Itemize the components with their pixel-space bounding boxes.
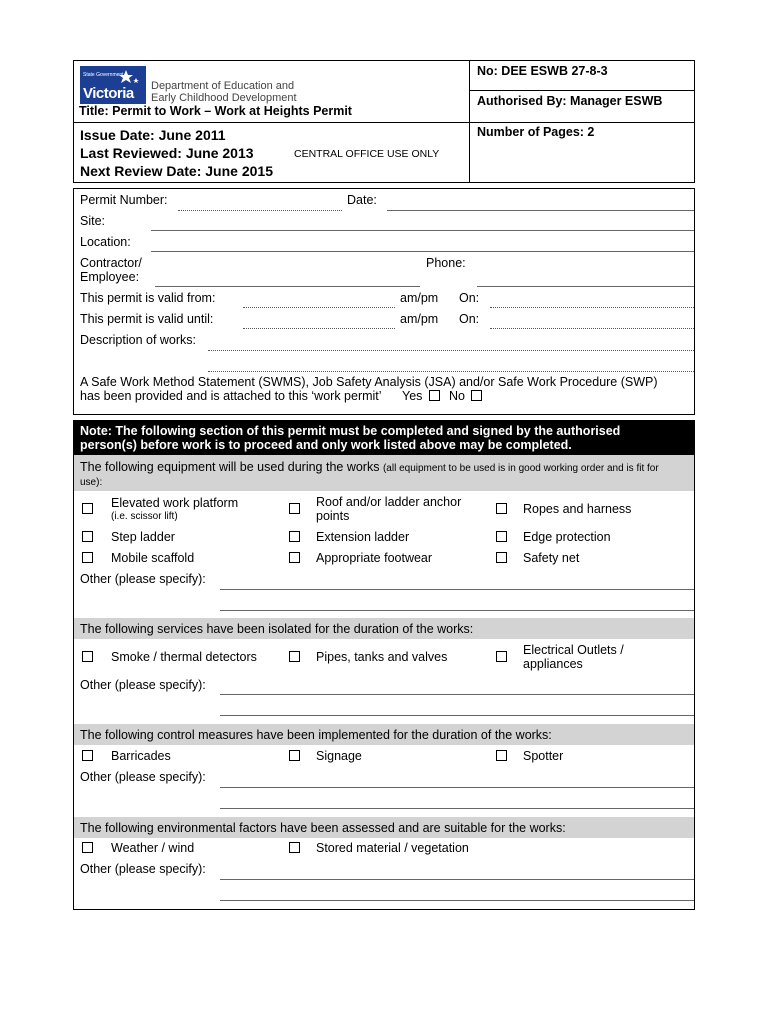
barricades-checkbox[interactable] [82,750,93,761]
spotter-checkbox[interactable] [496,750,507,761]
valid-until-on-label: On: [459,312,480,326]
logo-state-government: State Government [83,72,124,78]
doc-number: No: DEE ESWB 27-8-3 [477,64,608,78]
permit-number-field[interactable] [178,210,342,211]
swms-no-label: No [449,389,465,403]
mobile-scaffold-checkbox[interactable] [82,552,93,563]
controls-other-field-line1[interactable] [220,787,694,788]
environment-other-field-line1[interactable] [220,879,694,880]
contractor-label-line2: Employee: [80,270,140,284]
description-field-line1[interactable] [208,350,694,351]
controls-other-field-line2[interactable] [220,808,694,809]
elevated-platform-label: Elevated work platform [111,496,239,510]
location-label: Location: [80,235,131,249]
site-label: Site: [80,214,106,228]
mobile-scaffold-label: Mobile scaffold [111,551,195,565]
last-reviewed: Last Reviewed: June 2013 [80,145,254,161]
department-line2: Early Childhood Development [151,92,297,104]
equipment-heading [80,460,659,476]
services-other-field-line1[interactable] [220,694,694,695]
site-field[interactable] [151,230,694,231]
valid-until-date-field[interactable] [490,328,694,329]
next-review-date: Next Review Date: June 2015 [80,163,273,179]
phone-label: Phone: [426,256,466,270]
victoria-logo [80,66,146,104]
extension-ladder-checkbox[interactable] [289,531,300,542]
logo-victoria: Victoria [83,85,134,102]
equipment-heading-note: (all equipment to be used is in good working order and is fit for [382,463,659,474]
services-other-field-line2[interactable] [220,715,694,716]
department-line1: Department of Education and [151,80,295,92]
environment-other-field-line2[interactable] [220,900,694,901]
equipment-heading-text: The following equipment will be used during the works [80,460,380,474]
location-field[interactable] [151,251,694,252]
signage-label: Signage [316,749,362,763]
valid-from-time-field[interactable] [243,307,395,308]
roof-anchor-label-line2: points [316,509,350,523]
pipes-checkbox[interactable] [289,651,300,662]
description-label: Description of works: [80,333,197,347]
equipment-other-field-line2[interactable] [220,610,694,611]
date-field[interactable] [387,210,694,211]
stored-material-label: Stored material / vegetation [316,841,469,855]
description-field-line2[interactable] [208,371,694,372]
contractor-label-line1: Contractor/ [80,256,142,270]
edge-protection-checkbox[interactable] [496,531,507,542]
controls-heading: The following control measures have been implemented for the duration of the works: [80,728,552,742]
contractor-field[interactable] [155,286,420,287]
safety-net-label: Safety net [523,551,580,565]
equipment-other-label: Other (please specify): [80,572,206,586]
roof-anchor-checkbox[interactable] [289,503,300,514]
permit-number-label: Permit Number: [80,193,168,207]
weather-checkbox[interactable] [82,842,93,853]
smoke-detectors-checkbox[interactable] [82,651,93,662]
controls-other-label: Other (please specify): [80,770,206,784]
valid-until-ampm: am/pm [400,312,439,326]
valid-until-time-field[interactable] [243,328,395,329]
step-ladder-checkbox[interactable] [82,531,93,542]
signage-checkbox[interactable] [289,750,300,761]
environment-heading: The following environmental factors have been assessed and are suitable for the works: [80,821,566,835]
ropes-label: Ropes and harness [523,502,632,516]
valid-from-label: This permit is valid from: [80,291,216,305]
spotter-label: Spotter [523,749,564,763]
services-heading: The following services have been isolated for the duration of the works: [80,622,474,636]
swms-yes-checkbox[interactable] [429,390,440,401]
electrical-outlets-label-line1: Electrical Outlets / [523,643,624,657]
authorised-by: Authorised By: Manager ESWB [477,94,663,108]
footwear-label: Appropriate footwear [316,551,433,565]
equipment-heading-note-line2: use): [80,477,103,488]
extension-ladder-label: Extension ladder [316,530,410,544]
header-divider-horizontal [73,122,695,123]
barricades-label: Barricades [111,749,171,763]
swms-text-line2: has been provided and is attached to this ‘work permit’ [80,389,382,403]
note-line2: person(s) before work is to proceed and only work listed above may be completed. [80,438,572,452]
swms-yes-label: Yes [402,389,423,403]
environment-other-label: Other (please specify): [80,862,206,876]
step-ladder-label: Step ladder [111,530,175,544]
footwear-checkbox[interactable] [289,552,300,563]
electrical-outlets-checkbox[interactable] [496,651,507,662]
safety-net-checkbox[interactable] [496,552,507,563]
valid-until-label: This permit is valid until: [80,312,214,326]
swms-no-checkbox[interactable] [471,390,482,401]
valid-from-on-label: On: [459,291,480,305]
central-office-use: CENTRAL OFFICE USE ONLY [294,148,440,160]
smoke-detectors-label: Smoke / thermal detectors [111,650,257,664]
date-label: Date: [347,193,377,207]
weather-label: Weather / wind [111,841,195,855]
electrical-outlets-label-line2: appliances [523,657,583,671]
services-other-label: Other (please specify): [80,678,206,692]
phone-field[interactable] [477,286,694,287]
stored-material-checkbox[interactable] [289,842,300,853]
edge-protection-label: Edge protection [523,530,611,544]
roof-anchor-label-line1: Roof and/or ladder anchor [316,495,462,509]
ropes-checkbox[interactable] [496,503,507,514]
elevated-platform-checkbox[interactable] [82,503,93,514]
valid-from-ampm: am/pm [400,291,439,305]
number-of-pages: Number of Pages: 2 [477,125,595,139]
issue-date: Issue Date: June 2011 [80,127,226,143]
equipment-other-field-line1[interactable] [220,589,694,590]
header-divider-right [469,90,695,91]
elevated-platform-note: (i.e. scissor lift) [111,511,178,522]
pipes-label: Pipes, tanks and valves [316,650,448,664]
valid-from-date-field[interactable] [490,307,694,308]
swms-text-line1: A Safe Work Method Statement (SWMS), Job Safety Analysis (JSA) and/or Safe Work Procedure (SWP) [80,375,658,389]
permit-title: Title: Permit to Work – Work at Heights Permit [79,104,352,118]
note-line1: Note: The following section of this permit must be completed and signed by the authorised [80,424,621,438]
